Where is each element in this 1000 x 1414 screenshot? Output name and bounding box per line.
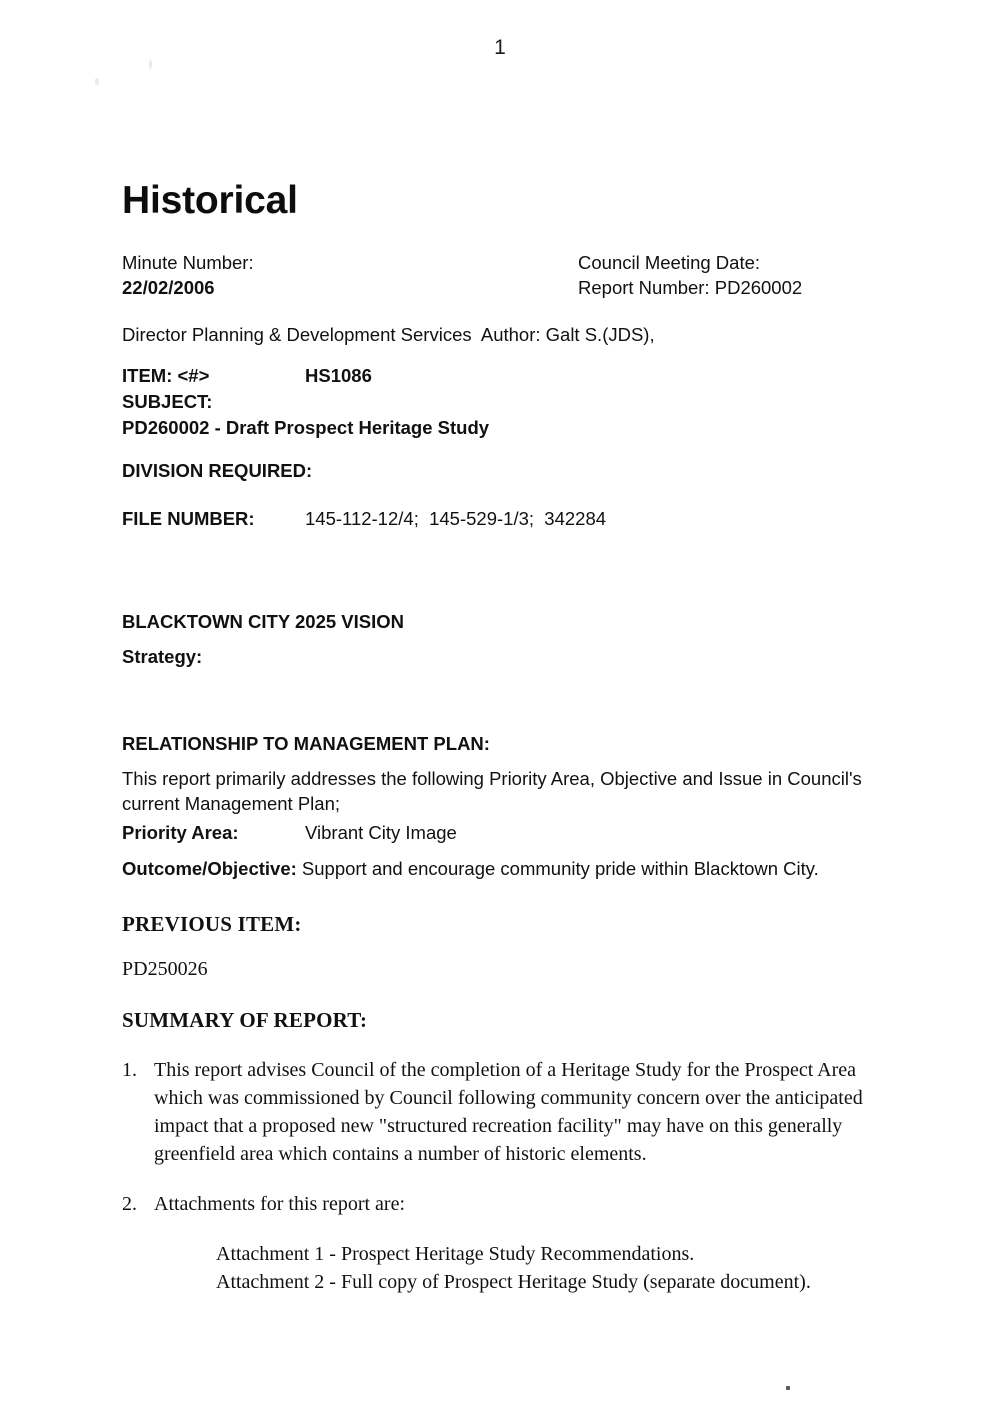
file-number-row	[122, 508, 606, 530]
management-plan-heading: RELATIONSHIP TO MANAGEMENT PLAN:	[122, 733, 490, 754]
scan-artifact-speck	[149, 60, 152, 69]
priority-area-row	[122, 822, 457, 844]
previous-item-value: PD250026	[122, 958, 208, 980]
list-item-marker: 2.	[122, 1193, 137, 1215]
report-number-value: Report Number: PD260002	[578, 277, 803, 298]
page-title: Historical	[122, 179, 298, 222]
subject-label: SUBJECT:	[122, 391, 213, 412]
management-plan-body: This report primarily addresses the following Priority Area, Objective and Issue in Council's current Management Plan;	[122, 768, 862, 814]
priority-area-label: Priority Area:	[122, 822, 239, 843]
list-item-marker: 1.	[122, 1059, 137, 1081]
list-item	[122, 1056, 878, 1168]
file-number-label: FILE NUMBER:	[122, 508, 255, 529]
division-required-label: DIVISION REQUIRED:	[122, 460, 313, 481]
list-item-text: Attachments for this report are:	[154, 1193, 406, 1215]
page-number: 1	[494, 36, 506, 59]
director-author-line: Director Planning & Development Services Author: Galt S.(JDS),	[122, 324, 655, 345]
priority-area-value: Vibrant City Image	[305, 822, 457, 843]
scan-artifact-speck	[786, 1386, 790, 1390]
item-row	[122, 363, 489, 389]
subject-label-row	[122, 389, 489, 415]
attachment-line: Attachment 1 - Prospect Heritage Study Recommendations.	[216, 1243, 695, 1265]
minute-number-value: 22/02/2006	[122, 277, 215, 298]
council-meeting-date-label: Council Meeting Date:	[578, 252, 761, 273]
item-value: HS1086	[305, 365, 372, 386]
outcome-objective-label: Outcome/Objective:	[122, 858, 297, 879]
scan-artifact-speck	[95, 78, 99, 85]
list-item	[122, 1190, 878, 1218]
vision-heading: BLACKTOWN CITY 2025 VISION	[122, 611, 405, 632]
list-item-text: This report advises Council of the completion of a Heritage Study for the Prospect Area which was commissioned by Council following community concern over the anticipated impact that a proposed new "structured recreation facility" may have on this generally greenfield area which contains a number of historic elements.	[154, 1059, 863, 1165]
outcome-objective-row	[122, 858, 819, 880]
item-label: ITEM: <#>	[122, 365, 210, 386]
previous-item-heading: PREVIOUS ITEM:	[122, 912, 302, 936]
summary-of-report-heading: SUMMARY OF REPORT:	[122, 1008, 368, 1032]
report-meta-block	[122, 250, 878, 300]
vision-strategy-label: Strategy:	[122, 646, 203, 667]
summary-list	[122, 1056, 878, 1296]
scan-artifact-ghost-text	[330, 452, 410, 486]
attachment-line: Attachment 2 - Full copy of Prospect Heritage Study (separate document).	[216, 1271, 811, 1293]
meta-row-values	[122, 275, 878, 300]
subject-value: PD260002 - Draft Prospect Heritage Study	[122, 417, 490, 438]
file-number-value: 145-112-12/4; 145-529-1/3; 342284	[305, 508, 607, 529]
attachments-list	[122, 1240, 878, 1296]
minute-number-label: Minute Number:	[122, 252, 254, 273]
subject-value-row	[122, 415, 489, 441]
item-subject-block	[122, 363, 489, 441]
meta-row-labels	[122, 250, 878, 275]
outcome-objective-value: Support and encourage community pride within Blacktown City.	[296, 858, 819, 879]
